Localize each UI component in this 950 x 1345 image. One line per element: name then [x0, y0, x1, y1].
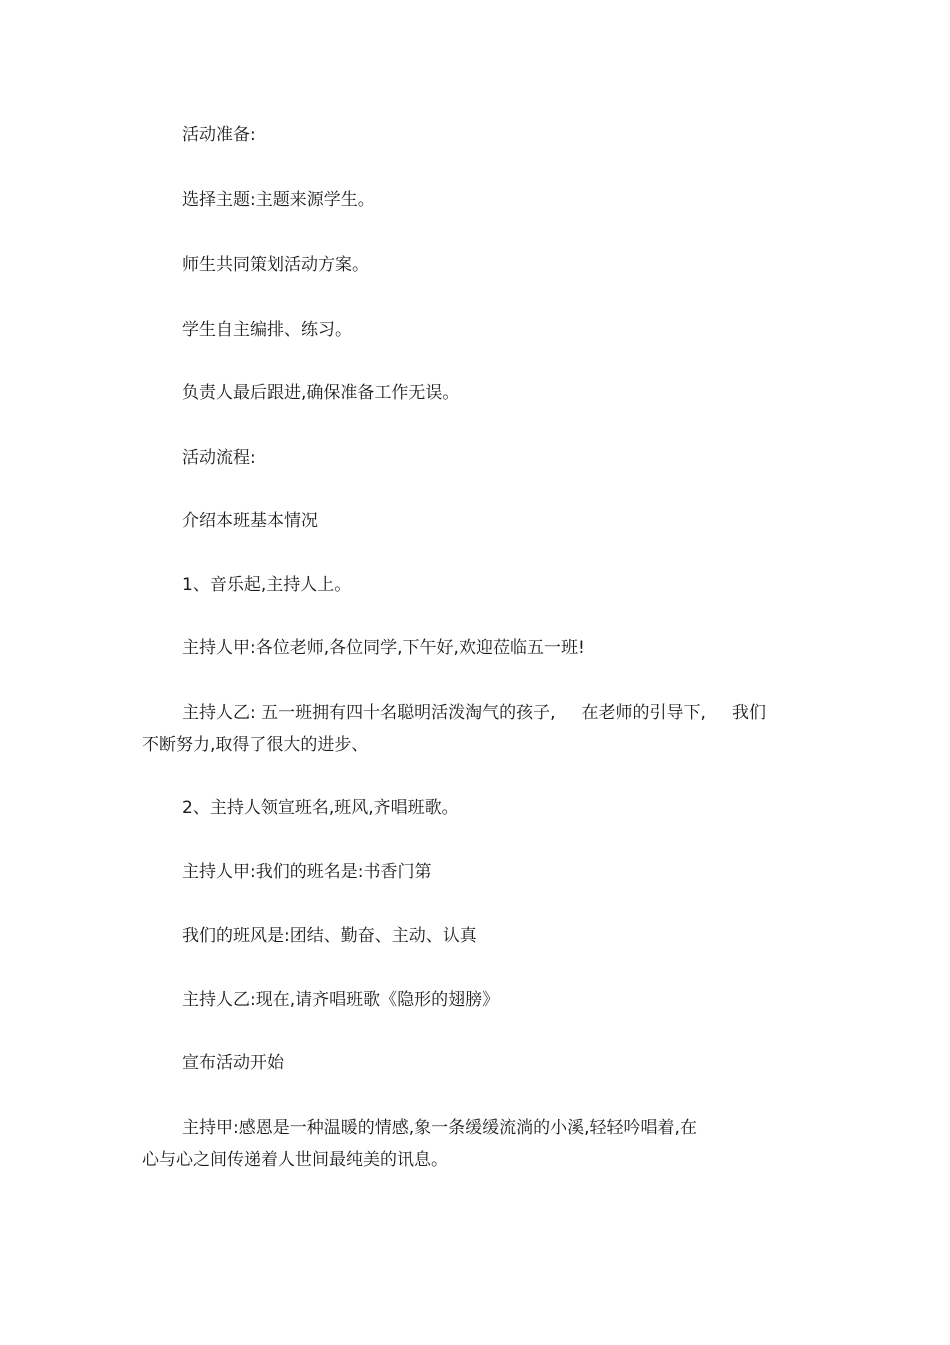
paragraph-plan-together: 师生共同策划活动方案。	[182, 255, 369, 275]
paragraph-class-intro: 介绍本班基本情况	[182, 511, 318, 531]
paragraph-self-rehearse: 学生自主编排、练习。	[182, 320, 352, 340]
paragraph-prep-heading: 活动准备:	[182, 125, 256, 145]
paragraph-follow-up: 负责人最后跟进,确保准备工作无误。	[182, 383, 460, 403]
paragraph-flow-heading: 活动流程:	[182, 448, 256, 468]
paragraph-host-b-intro	[182, 702, 766, 724]
paragraph-host-b-continued: 不断努力,取得了很大的进步、	[142, 735, 369, 755]
paragraph-activity-start: 宣布活动开始	[182, 1053, 284, 1073]
paragraph-step-2: 2、主持人领宣班名,班风,齐唱班歌。	[182, 798, 459, 818]
paragraph-gratitude-line-1: 主持甲:感恩是一种温暖的情感,象一条缓缓流淌的小溪,轻轻吟唱着,在	[182, 1118, 697, 1138]
paragraph-class-song: 主持人乙:现在,请齐唱班歌《隐形的翅膀》	[182, 990, 500, 1010]
host-b-intro-part-2: 在老师的引导下,	[581, 703, 706, 723]
paragraph-gratitude-line-2: 心与心之间传递着人世间最纯美的讯息。	[142, 1150, 448, 1170]
paragraph-class-name: 主持人甲:我们的班名是:书香门第	[182, 862, 432, 882]
host-b-intro-part-1: 主持人乙: 五一班拥有四十名聪明活泼淘气的孩子,	[182, 703, 556, 723]
paragraph-choose-topic: 选择主题:主题来源学生。	[182, 190, 375, 210]
paragraph-class-motto: 我们的班风是:团结、勤奋、主动、认真	[182, 926, 477, 946]
paragraph-step-1: 1、音乐起,主持人上。	[182, 575, 352, 595]
host-b-intro-part-3: 我们	[731, 703, 766, 723]
paragraph-host-a-greeting: 主持人甲:各位老师,各位同学,下午好,欢迎莅临五一班!	[182, 638, 585, 658]
